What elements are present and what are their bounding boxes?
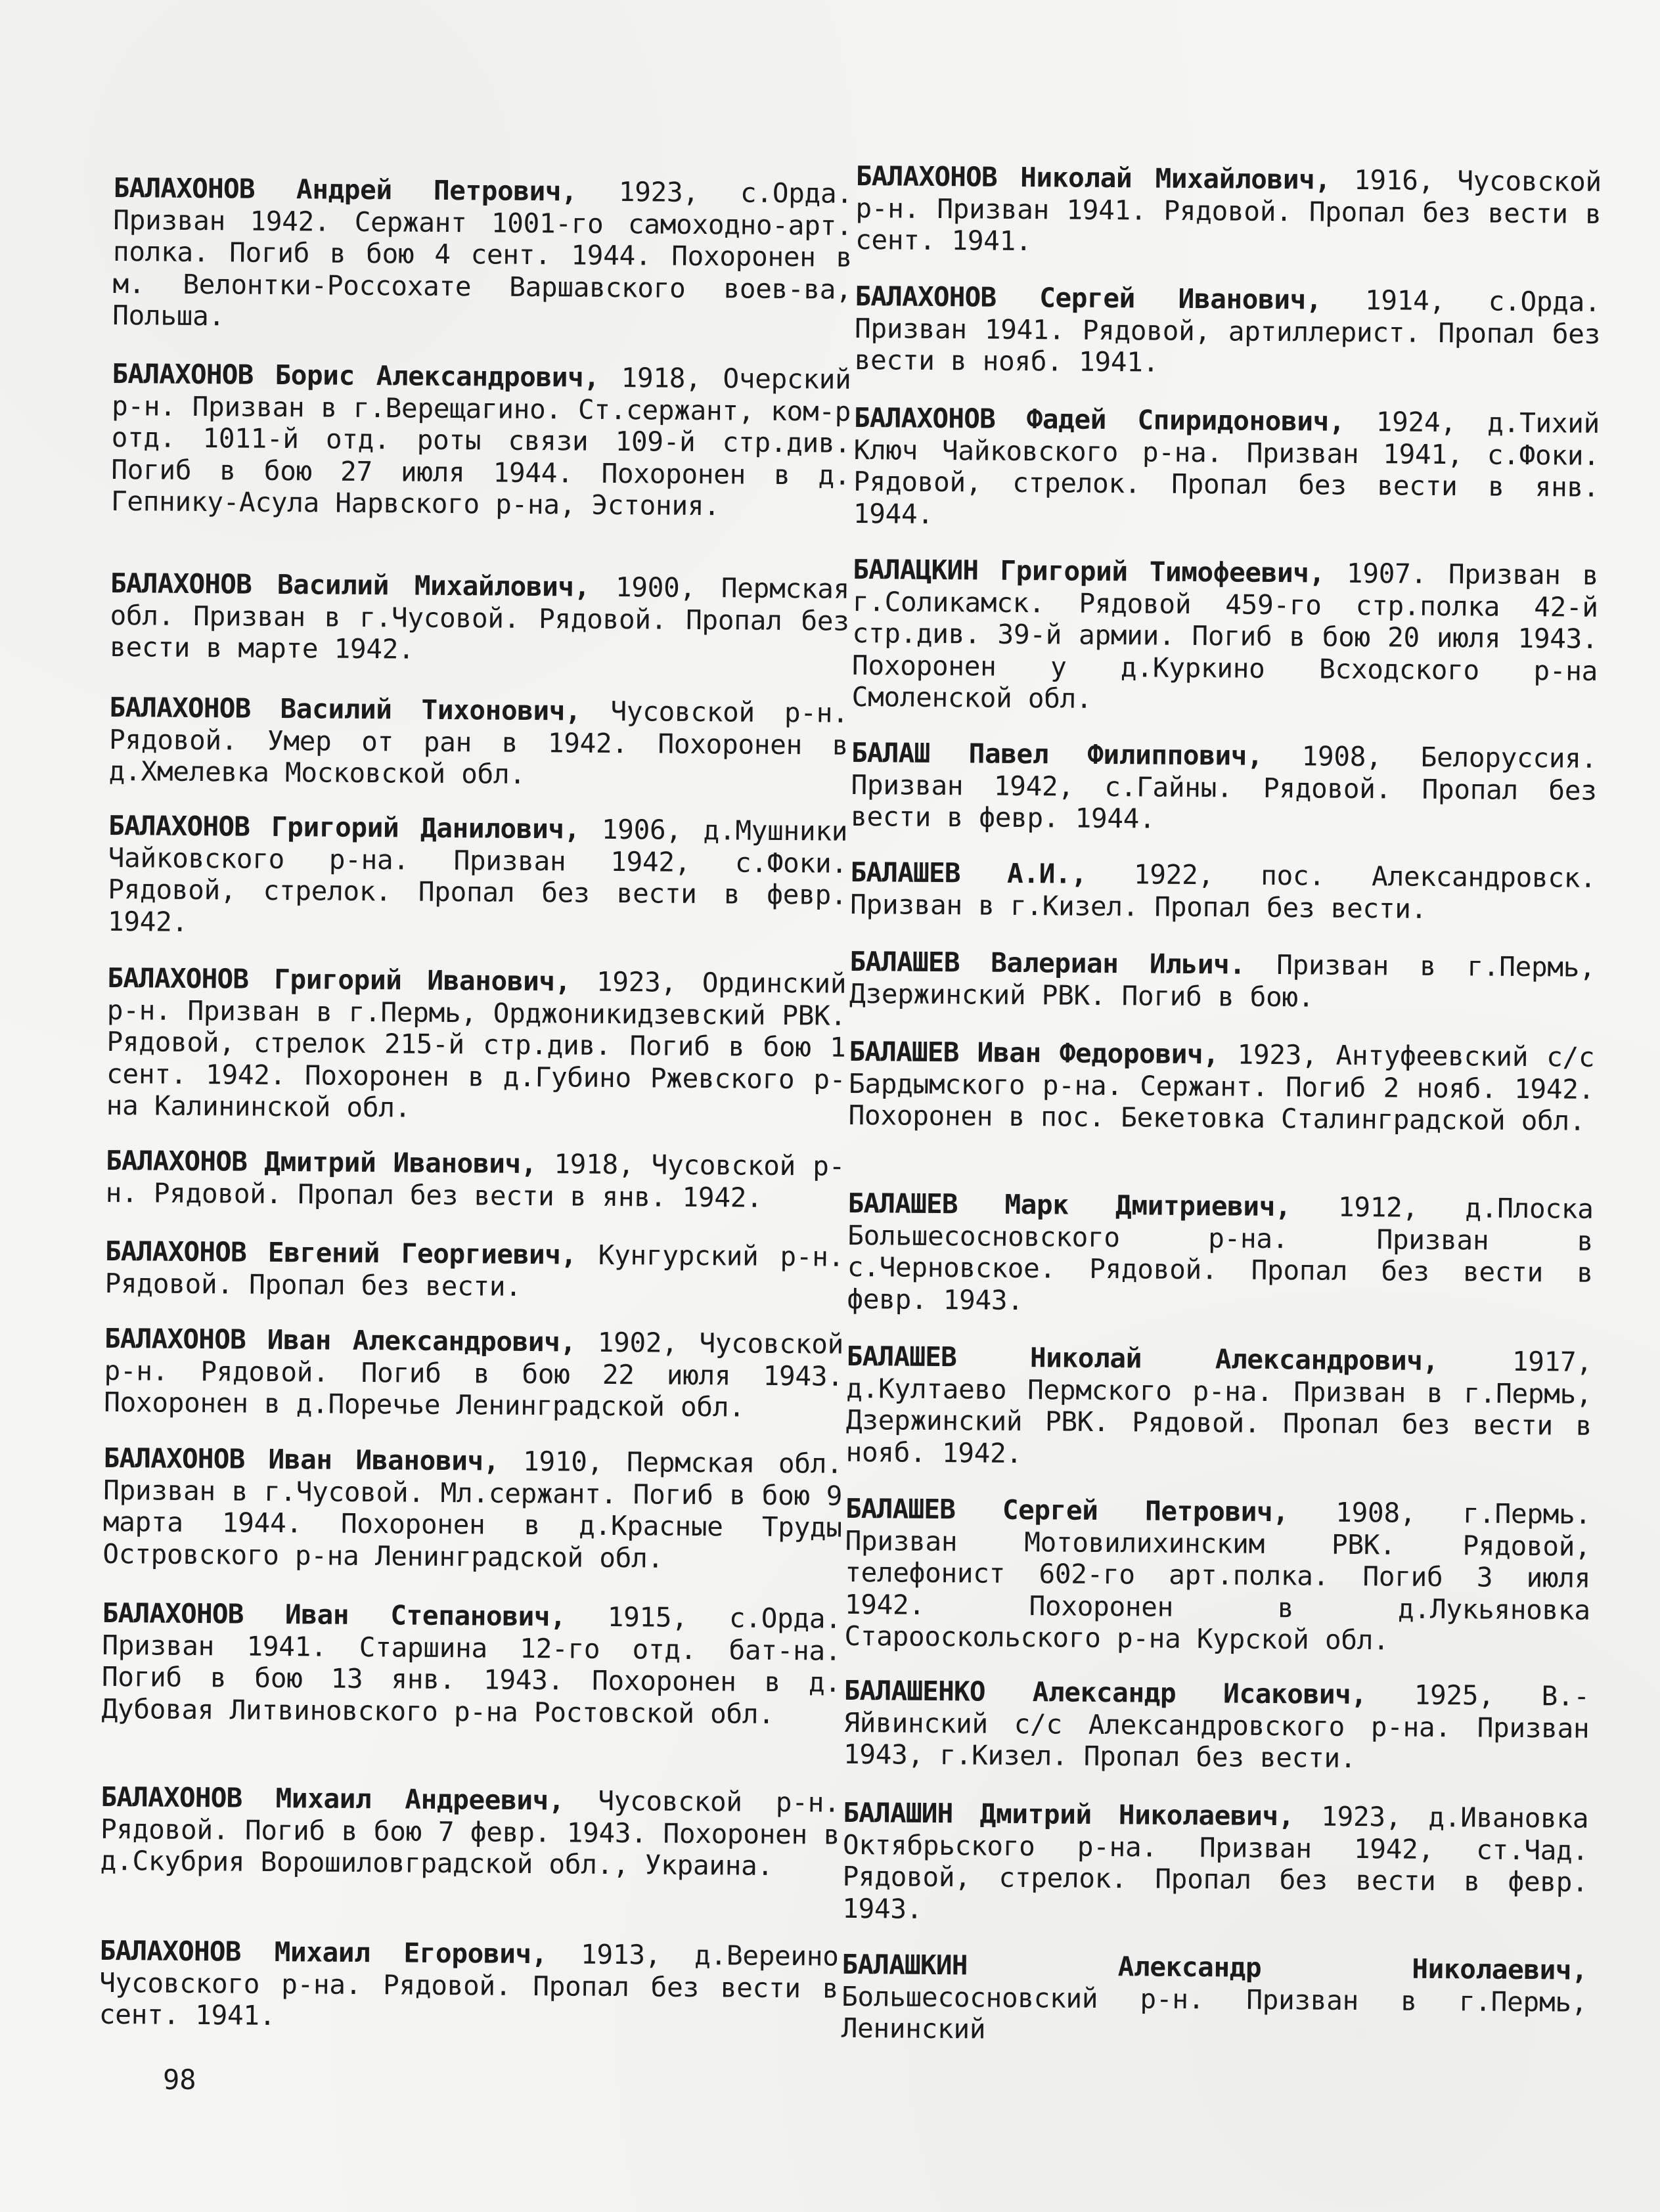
entry-names: Дмитрий Иванович, [264,1145,537,1180]
entry [844,1493,1591,1658]
entry [841,1949,1588,2050]
entry-names: Иван Иванович, [268,1443,500,1477]
entry-names: Григорий Тимофеевич, [1000,554,1325,589]
entry-surname: БАЛАШКИН [841,1948,968,1981]
entry [851,737,1597,838]
entry-names: Михаил Андреевич, [275,1782,565,1817]
entry-names: Александр Николаевич, [1117,1951,1588,1986]
entry-text: Чусовской р-н. Рядовой. Погиб в бою 7 февр. 1943. Похоронен в д.Скубрия Ворошиловградской обл., Украина. [100,1784,840,1882]
entry-text: 1925, В.-Яйвинский с/с Александровского р-на. Призван 1943, г.Кизел. Пропал без вести. [843,1679,1590,1775]
left-column [99,0,854,2032]
entry [845,1340,1592,1474]
entry-text: 1923, д.Ивановка Октябрьского р-на. Призван 1942, ст.Чад. Рядовой, стрелок. Пропал без вести в февр. 1943. [841,1800,1589,1925]
entry-text: Чусовской р-н. Рядовой. Умер от ран в 1942. Похоронен в д.Хмелевка Московской обл. [108,695,849,790]
entry-surname: БАЛАЦКИН [853,553,979,586]
entry-text: 1918, Чусовской р-н. Рядовой. Пропал без вести в янв. 1942. [105,1148,845,1214]
page-number: 98 [163,2064,196,2096]
entry-text: 1914, с.Орда. Призван 1941. Рядовой, артиллерист. Пропал без вести в нояб. 1941. [854,284,1601,378]
entry-surname: БАЛАШЕВ [849,1035,959,1069]
entry-surname: БАЛАХОНОВ [104,1235,247,1268]
entry-surname: БАЛАХОНОВ [107,962,249,995]
entry-surname: БАЛАХОНОВ [108,809,250,843]
entry-text: 1923, с.Орда. Призван 1942. Сержант 1001-го самоходно-арт. полка. Погиб в бою 4 сент. 1944. Похоронен в м. Велонтки-Россохате Варшавского воев-ва, Польша. [112,176,853,332]
entry-surname: БАЛАШЕВ [849,945,960,979]
entry-names: Фадей Спиридонович, [1026,403,1345,437]
entry-surname: БАЛАШЕВ [846,1340,957,1373]
entry-names: Николай Александрович, [1029,1342,1439,1377]
entry-surname: БАЛАХОНОВ [102,1597,244,1630]
entry-names: Сергей Петрович, [1002,1493,1289,1528]
entry-surname: БАЛАШЕВ [850,856,960,889]
entry [101,1781,840,1882]
entry-text: 1916, Чусовской р-н. Призван 1941. Рядовой. Пропал без вести в сент. 1941. [855,164,1602,257]
entry-names: Василий Тихонович, [280,693,581,727]
entry [110,567,849,669]
entry [101,1597,841,1731]
entry-surname: БАЛАХОНОВ [105,1144,248,1178]
entry-names: Дмитрий Николаевич, [979,1798,1295,1832]
entry-text: 1922, пос. Александровск. Призван в г.Кизел. Пропал без вести. [850,858,1596,925]
entry-surname: БАЛАХОНОВ [112,357,254,391]
entry-surname: БАЛАХОНОВ [99,1934,241,1968]
entry-surname: БАЛАХОНОВ [110,567,252,600]
entry-text: 1923, Антуфеевский с/с Бардымского р-на. Сержант. Погиб 2 нояб. 1942. Похоронен в пос. Бекетовка Сталинградской обл. [848,1038,1595,1137]
entry-names: А.И., [1006,857,1087,890]
entry-names: Марк Дмитриевич, [1004,1188,1291,1223]
entry-text: 1924, д.Тихий Ключ Чайковского р-на. Призван 1941, с.Фоки. Рядовой, стрелок. Пропал без вести в янв. 1944. [853,406,1600,530]
entry [848,1036,1594,1137]
entry-names: Николай Михайлович, [1020,161,1331,196]
entry-names: Валериан Ильич. [991,946,1245,981]
entry-surname: БАЛАХОНОВ [109,691,251,724]
entry-surname: БАЛАХОНОВ [855,280,997,313]
entry [104,1235,844,1305]
entry-surname: БАЛАШ [851,736,930,769]
entry-text: 1900, Пермская обл. Призван в г.Чусовой. Рядовой. Пропал без вести в марте 1942. [110,571,850,665]
entry [106,962,847,1127]
entry [847,1187,1593,1321]
entry-text: 1908, г.Пермь. Призван Мотовилихинским РВК. Рядовой, телефонист 602-го арт.полка. Погиб 3 июля 1942. Похоронен в д.Лукьяновка Старооскольского р-на Курской обл. [844,1496,1592,1656]
entry-surname: БАЛАШЕВ [845,1492,956,1526]
entry-text: 1913, д.Вереино Чусовского р-на. Рядовой. Пропал без вести в сент. 1941. [99,1938,839,2032]
entry-names: Григорий Иванович, [274,963,572,998]
entry [99,1935,839,2036]
entry [111,358,851,523]
entry [853,402,1600,535]
entry [843,1675,1590,1776]
entry-names: Михаил Егорович, [274,1936,548,1970]
entry-text: 1915, с.Орда. Призван 1941. Старшина 12-го отд. бат-на. Погиб в бою 13 янв. 1943. Похоронен в д. Дубовая Литвиновского р-на Ростовской обл. [101,1601,841,1730]
entry-surname: БАЛАШЕНКО [843,1674,985,1708]
entry-names: Василий Михайлович, [277,568,591,603]
entry [842,1797,1588,1930]
entry-names: Иван Степанович, [284,1599,566,1633]
entry-text: 1918, Очерский р-н. Призван в г.Верещагино. Ст.сержант, ком-р отд. 1011-й отд. роты связи 109-й стр.див. Погиб в бою 27 июля 1944. Похоронен в д. Гепнику-Асула Нарвского р-на, Эстония. [110,362,851,522]
entry-text: Призван в г.Пермь, Дзержинский РВК. Погиб в бою. [849,949,1596,1013]
entry [851,554,1598,719]
entry-surname: БАЛАХОНОВ [103,1442,245,1475]
entry-names: Иван Александрович, [267,1323,576,1358]
entry-text: 1910, Пермская обл. Призван в г.Чусовой. Мл.сержант. Погиб в бою 9 марта 1944. Похоронен в д.Красные Труды Островского р-на Ленинградской обл. [102,1445,843,1574]
entry-names: Григорий Данилович, [271,810,581,845]
entry-text: Кунгурский р-н. Рядовой. Пропал без вести. [104,1239,845,1302]
entry [106,1145,845,1214]
entry-text: 1912, д.Плоска Большесосновского р-на. Призван в с.Черновское. Рядовой. Пропал без вести в февр. 1943. [847,1191,1594,1316]
entry-surname: БАЛАШИН [843,1796,953,1830]
entry-surname: БАЛАХОНОВ [855,160,998,193]
entry [855,280,1601,382]
entry-surname: БАЛАХОНОВ [101,1781,242,1814]
entry-surname: БАЛАХОНОВ [113,171,255,205]
entry [108,810,847,943]
entry [849,946,1596,1015]
entry [855,160,1602,261]
entry [112,172,853,337]
entry-text: 1908, Белоруссия. Призван 1942, с.Гайны. Рядовой. Пропал без вести в февр. 1944. [851,740,1598,835]
entry [102,1442,842,1576]
entry [109,692,849,793]
entry-text: Большесосновский р-н. Призван в г.Пермь, Ленинский [841,1980,1588,2045]
entry-text: 1906, д.Мушники Чайковского р-на. Призван 1942, с.Фоки. Рядовой, стрелок. Пропал без вести в февр. 1942. [107,813,848,938]
entry-names: Иван Федорович, [977,1036,1219,1071]
entry-names: Сергей Иванович, [1039,282,1322,316]
entry-names: Александр Исакович, [1032,1676,1367,1711]
entry-text: 1917, д.Култаево Пермского р-на. Призван в г.Пермь, Дзержинский РВК. Рядовой. Пропал без вести в нояб. 1942. [845,1345,1592,1469]
right-column [841,0,1603,2045]
entry-surname: БАЛАШЕВ [847,1187,958,1220]
entry-names: Андрей Петрович, [296,173,577,208]
entry-names: Борис Александрович, [275,359,600,393]
entry-text: 1902, Чусовской р-н. Рядовой. Погиб в бою 22 июля 1943. Похоронен в д.Поречье Ленинградской обл. [104,1326,844,1423]
entry-surname: БАЛАХОНОВ [853,401,996,435]
entry-names: Евгений Георгиевич, [267,1236,577,1271]
entry [850,856,1596,926]
entry-text: 1923, Ординский р-н. Призван в г.Пермь, Орджоникидзевский РВК. Рядовой, стрелок 215-й стр.див. Погиб в бою 1 сент. 1942. Похоронен в д.Губино Ржевского р-на Калининской обл. [106,965,847,1124]
entry-surname: БАЛАХОНОВ [104,1322,246,1356]
entry [104,1323,843,1424]
entry-text: 1907. Призван в г.Соликамск. Рядовой 459-го стр.полка 42-й стр.див. 39-й армии. Погиб в бою 20 июля 1943. Похоронен у д.Куркино Всходского р-на Смоленской обл. [851,557,1599,715]
entry-names: Павел Филиппович, [968,738,1263,772]
